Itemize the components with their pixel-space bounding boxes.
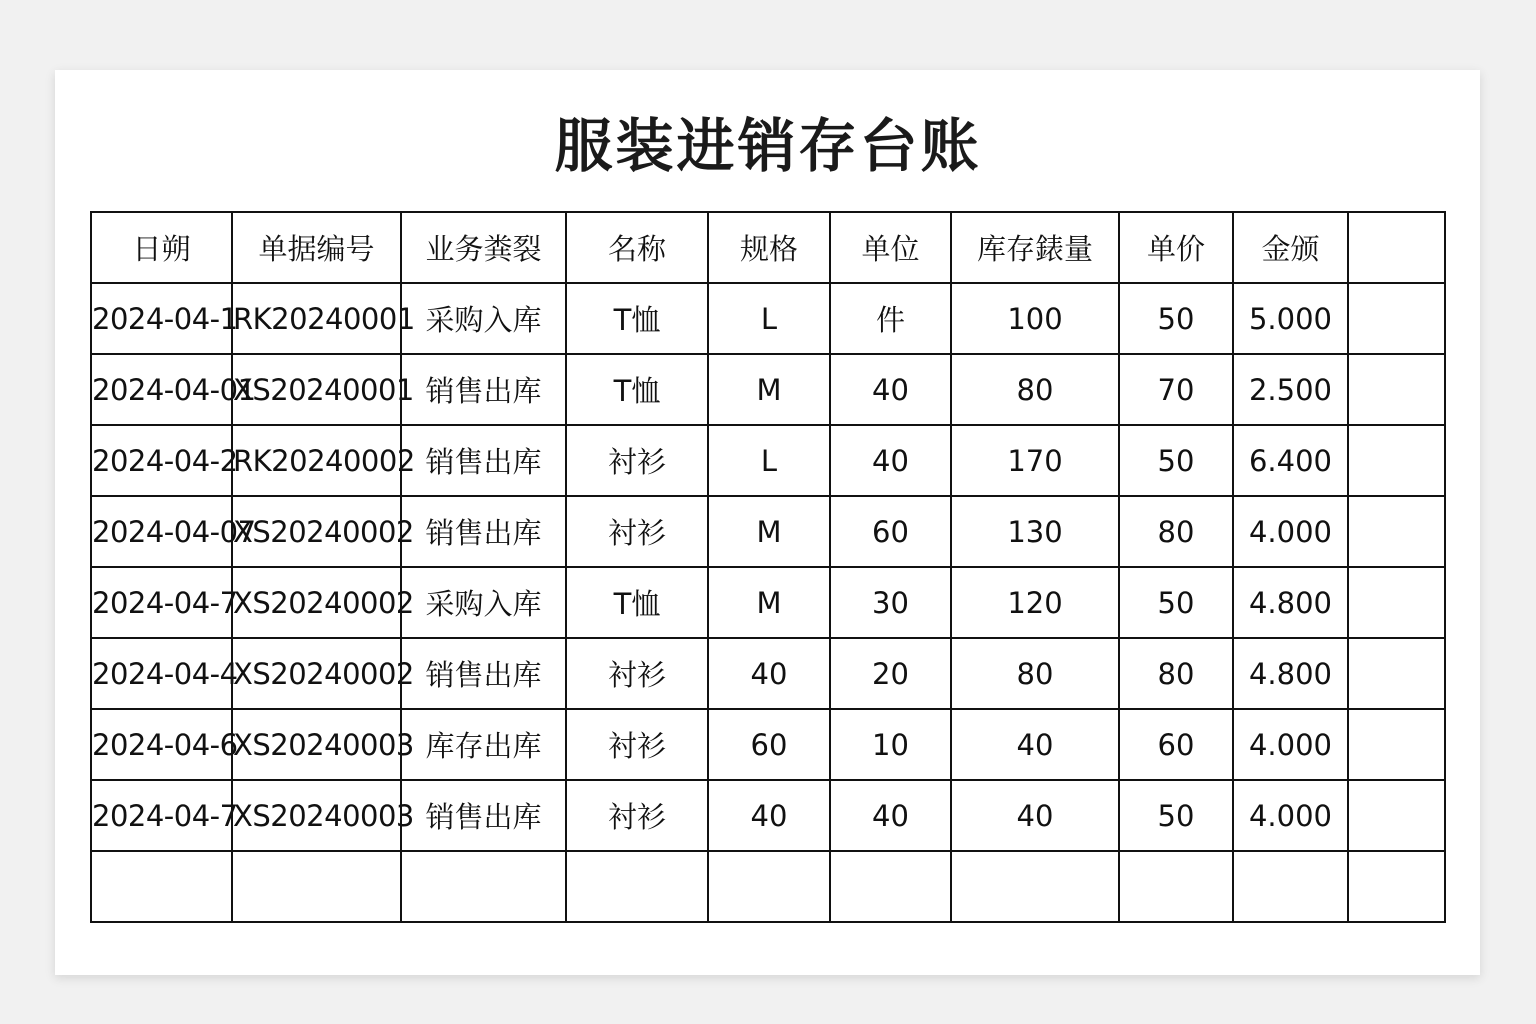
cell-spec: L (708, 283, 830, 354)
cell-name: 衬衫 (566, 425, 708, 496)
table-row (91, 638, 1445, 709)
cell-biz-type: 销售出库 (401, 354, 566, 425)
cell-blank (1348, 851, 1445, 922)
cell-date: 2024-04-7 (91, 567, 232, 638)
header-doc-no: 单据编号 (232, 212, 401, 283)
table-row (91, 709, 1445, 780)
cell-doc-no: XS20240002 (232, 638, 401, 709)
cell-stock-qty: 120 (951, 567, 1119, 638)
cell-unit: 40 (830, 354, 951, 425)
cell-spec: M (708, 496, 830, 567)
header-spec: 规格 (708, 212, 830, 283)
cell-date: 2024-04-07 (91, 496, 232, 567)
cell-unit (830, 851, 951, 922)
cell-blank (1348, 425, 1445, 496)
header-stock-qty: 库存錶量 (951, 212, 1119, 283)
cell-biz-type: 采购入库 (401, 283, 566, 354)
cell-stock-qty: 80 (951, 638, 1119, 709)
table-row (91, 780, 1445, 851)
cell-biz-type (401, 851, 566, 922)
cell-stock-qty: 100 (951, 283, 1119, 354)
cell-name: 衬衫 (566, 709, 708, 780)
cell-stock-qty: 130 (951, 496, 1119, 567)
cell-amount: 4.000 (1233, 780, 1348, 851)
cell-date: 2024-04-2 (91, 425, 232, 496)
cell-name: T恤 (566, 567, 708, 638)
cell-unit-price: 70 (1119, 354, 1233, 425)
cell-biz-type: 销售出库 (401, 425, 566, 496)
cell-amount: 6.400 (1233, 425, 1348, 496)
cell-stock-qty (951, 851, 1119, 922)
cell-name: 衬衫 (566, 780, 708, 851)
cell-date: 2024-04-6 (91, 709, 232, 780)
cell-doc-no (232, 851, 401, 922)
header-unit-price: 单价 (1119, 212, 1233, 283)
cell-spec: M (708, 567, 830, 638)
cell-date: 2024-04-4 (91, 638, 232, 709)
cell-spec: 40 (708, 638, 830, 709)
cell-stock-qty: 40 (951, 780, 1119, 851)
cell-unit-price: 80 (1119, 496, 1233, 567)
cell-amount (1233, 851, 1348, 922)
cell-spec: 60 (708, 709, 830, 780)
cell-unit: 件 (830, 283, 951, 354)
cell-stock-qty: 80 (951, 354, 1119, 425)
ledger-table (90, 211, 1446, 923)
cell-doc-no: XS20240001 (232, 354, 401, 425)
cell-blank (1348, 709, 1445, 780)
cell-blank (1348, 638, 1445, 709)
cell-amount: 4.800 (1233, 567, 1348, 638)
cell-biz-type: 库存出库 (401, 709, 566, 780)
cell-doc-no: XS20240002 (232, 496, 401, 567)
table-row (91, 496, 1445, 567)
cell-blank (1348, 496, 1445, 567)
cell-date: 2024-04-01 (91, 354, 232, 425)
table-row (91, 354, 1445, 425)
cell-blank (1348, 283, 1445, 354)
cell-blank (1348, 354, 1445, 425)
cell-unit-price: 50 (1119, 567, 1233, 638)
cell-unit-price: 50 (1119, 425, 1233, 496)
cell-stock-qty: 40 (951, 709, 1119, 780)
cell-amount: 2.500 (1233, 354, 1348, 425)
cell-stock-qty: 170 (951, 425, 1119, 496)
header-blank (1348, 212, 1445, 283)
cell-unit: 40 (830, 780, 951, 851)
table-row (91, 283, 1445, 354)
cell-unit: 10 (830, 709, 951, 780)
cell-spec (708, 851, 830, 922)
header-name: 名称 (566, 212, 708, 283)
cell-blank (1348, 567, 1445, 638)
table-body (91, 283, 1445, 922)
table-header-row (91, 212, 1445, 283)
header-amount: 金颁 (1233, 212, 1348, 283)
table-row (91, 851, 1445, 922)
cell-biz-type: 销售出库 (401, 780, 566, 851)
cell-blank (1348, 780, 1445, 851)
cell-date (91, 851, 232, 922)
cell-biz-type: 销售出库 (401, 638, 566, 709)
header-date: 日朔 (91, 212, 232, 283)
cell-biz-type: 采购入库 (401, 567, 566, 638)
cell-doc-no: RK20240002 (232, 425, 401, 496)
header-biz-type: 业务粪裂 (401, 212, 566, 283)
cell-spec: M (708, 354, 830, 425)
cell-unit: 40 (830, 425, 951, 496)
cell-unit: 30 (830, 567, 951, 638)
table-row (91, 425, 1445, 496)
cell-name: 衬衫 (566, 638, 708, 709)
cell-biz-type: 销售出库 (401, 496, 566, 567)
cell-doc-no: RK20240001 (232, 283, 401, 354)
cell-doc-no: XS20240002 (232, 567, 401, 638)
cell-unit-price: 50 (1119, 283, 1233, 354)
cell-amount: 5.000 (1233, 283, 1348, 354)
page-title: 服装进销存台账 (554, 112, 982, 180)
cell-unit: 20 (830, 638, 951, 709)
cell-spec: L (708, 425, 830, 496)
cell-amount: 4.000 (1233, 709, 1348, 780)
cell-doc-no: XS20240003 (232, 780, 401, 851)
cell-amount: 4.000 (1233, 496, 1348, 567)
cell-unit-price: 50 (1119, 780, 1233, 851)
cell-name: 衬衫 (566, 496, 708, 567)
cell-date: 2024-04-7 (91, 780, 232, 851)
table-row (91, 567, 1445, 638)
cell-name: T恤 (566, 283, 708, 354)
cell-unit-price: 80 (1119, 638, 1233, 709)
cell-unit-price (1119, 851, 1233, 922)
cell-unit: 60 (830, 496, 951, 567)
cell-doc-no: XS20240003 (232, 709, 401, 780)
header-unit: 单位 (830, 212, 951, 283)
cell-date: 2024-04-1 (91, 283, 232, 354)
cell-name: T恤 (566, 354, 708, 425)
cell-spec: 40 (708, 780, 830, 851)
cell-unit-price: 60 (1119, 709, 1233, 780)
cell-name (566, 851, 708, 922)
cell-amount: 4.800 (1233, 638, 1348, 709)
